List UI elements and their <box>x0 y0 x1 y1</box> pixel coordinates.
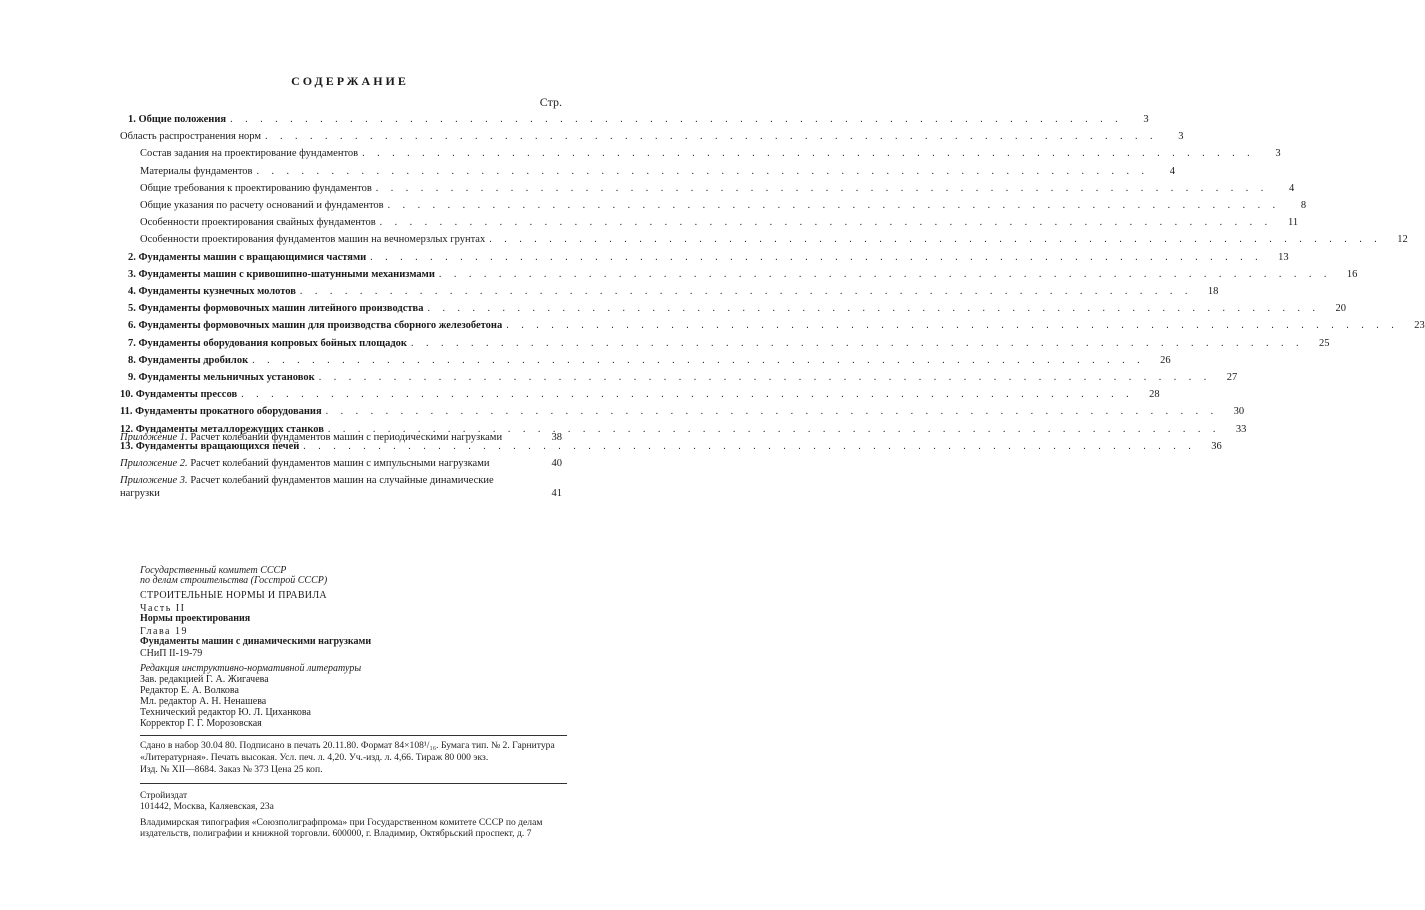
toc-entry-label: 10. Фундаменты прессов <box>120 389 238 401</box>
divider <box>140 735 567 736</box>
toc-entry-page: 11 <box>1288 217 1299 229</box>
toc-entry-page: 38 <box>551 432 562 443</box>
publisher-address: 101442, Москва, Каляевская, 23а <box>140 801 274 812</box>
toc-entry-page: 40 <box>551 458 562 469</box>
toc-entry-page: 33 <box>1235 423 1247 435</box>
toc-entry-page: 23 <box>1414 320 1425 332</box>
toc-appendix-entry <box>120 431 562 444</box>
toc-entry <box>128 284 1219 299</box>
staff-line: Корректор Г. Г. Морозовская <box>140 718 262 729</box>
toc-leader-dots: . . . . . . . . . . . . . . . . . . . . . . . . . . . . . . . . . . . . . . . . . . . . . . . . . . . . . . . . . . . . <box>299 286 1193 297</box>
toc-entry-page: 8 <box>1300 200 1307 211</box>
toc-leader-dots: . . . . . . . . . . . . . . . . . . . . . . . . . . . . . . . . . . . . . . . . . . . . . . . . . . . . . . . . . . . . <box>489 234 1382 246</box>
toc-leader-dots: . . . . . . . . . . . . . . . . . . . . . . . . . . . . . . . . . . . . . . . . . . . . . . . . . . . . . . . . . . . . <box>230 114 1123 125</box>
toc-leader-dots: . . . . . . . . . . . . . . . . . . . . . . . . . . . . . . . . . . . . . . . . . . . . . . . . . . . . . . . . . . . . <box>427 303 1320 315</box>
toc-entry <box>140 215 1299 230</box>
toc-entry-label: 2. Фундаменты машин с вращающимися частями <box>128 251 367 263</box>
committee-line-2: по делам строительства (Госстрой СССР) <box>140 575 328 586</box>
print-info-line: Сдано в набор 30.04 80. Подписано в печать 20.11.80. Формат 84×108¹/₁₆. Бумага тип. № 2. Гарнитура <box>140 740 555 751</box>
chapter-title: Фундаменты машин с динамическими нагрузками <box>140 636 372 647</box>
divider <box>140 783 567 784</box>
toc-appendix-entry <box>120 457 562 470</box>
printer-line: Владимирская типография «Союзполиграфпрома» при Государственном комитете СССР по делам <box>140 817 543 828</box>
toc-entry <box>128 267 1358 282</box>
toc-entry-label: 13. Фундаменты вращающихся печей <box>120 440 300 452</box>
toc-leader-dots: . . . . . . . . . . . . . . . . . . . . . . . . . . . . . . . . . . . . . . . . . . . . . . . . . . . . . . . . . . . . <box>265 131 1158 143</box>
toc-leader-dots: . . . . . . . . . . . . . . . . . . . . . . . . . . . . . . . . . . . . . . . . . . . . . . . . . . . . . . . . . . . . <box>379 217 1273 229</box>
toc-entry <box>120 129 1184 144</box>
toc-entry-page: 25 <box>1318 337 1330 349</box>
toc-appendix-title: Расчет колебаний фундаментов машин на случайные динамические нагрузки <box>120 475 494 499</box>
toc-entry <box>128 250 1289 265</box>
toc-entry-page: 4 <box>1169 165 1176 177</box>
printer-line: издательств, полиграфии и книжной торговли. 600000, г. Владимир, Октябрьский проспект, д. 7 <box>140 828 532 839</box>
toc-entry-page: 3 <box>1143 114 1149 125</box>
toc-leader-dots: . . . . . . . . . . . . . . . . . . . . . . . . . . . . . . . . . . . . . . . . . . . . . . . . . . . . . . . . . . . . <box>241 389 1134 401</box>
publisher-name: Стройиздат <box>140 790 188 801</box>
toc-appendix-text <box>120 474 535 500</box>
toc-entry-page: 26 <box>1160 354 1171 366</box>
toc-entry-label: 1. Общие положения <box>128 114 227 125</box>
toc-entry <box>140 164 1176 179</box>
toc-entry-page: 20 <box>1335 303 1346 315</box>
toc-entry-label: Общие требования к проектированию фундаментов <box>140 182 372 194</box>
toc-entry-page: 28 <box>1149 389 1160 401</box>
toc-entry-page: 18 <box>1207 286 1219 297</box>
toc-entry <box>140 198 1307 213</box>
toc-entry-page: 12 <box>1397 234 1408 246</box>
toc-entry-page: 3 <box>1178 131 1184 143</box>
part-title: Нормы проектирования <box>140 613 251 624</box>
toc-entry-label: 9. Фундаменты мельничных установок <box>128 372 315 383</box>
toc-entry-label: Особенности проектирования фундаментов машин на вечномерзлых грунтах <box>140 234 486 246</box>
print-info-line: «Литературная». Печать высокая. Усл. печ. л. 4,20. Уч.-изд. л. 4,66. Тираж 80 000 экз. <box>140 752 489 763</box>
toc-entry <box>120 387 1160 402</box>
committee-line-1: Государственный комитет СССР <box>140 565 287 576</box>
toc-entry <box>140 181 1295 196</box>
toc-leader-dots: . . . . . . . . . . . . . . . . . . . . . . . . . . . . . . . . . . . . . . . . . . . . . . . . . . . . . . . . . . . . <box>506 320 1399 332</box>
toc-appendix-lead: Приложение 3. <box>120 475 188 486</box>
toc-appendix-lead: Приложение 2. <box>120 458 188 469</box>
toc-entry-label: Область распространения норм <box>120 131 262 143</box>
toc-leader-dots: . . . . . . . . . . . . . . . . . . . . . . . . . . . . . . . . . . . . . . . . . . . . . . . . . . . . . . . . . . . . <box>362 148 1255 160</box>
staff-line: Мл. редактор А. Н. Ненашева <box>140 696 267 707</box>
staff-line: Технический редактор Ю. Л. Циханкова <box>140 707 311 718</box>
toc-entry-page: 3 <box>1275 148 1281 160</box>
toc-entry-page: 27 <box>1226 372 1238 383</box>
toc-leader-dots: . . . . . . . . . . . . . . . . . . . . . . . . . . . . . . . . . . . . . . . . . . . . . . . . . . . . . . . . . . . . <box>303 440 1196 452</box>
toc-leader-dots: . . . . . . . . . . . . . . . . . . . . . . . . . . . . . . . . . . . . . . . . . . . . . . . . . . . . . . . . . . . . <box>318 372 1212 383</box>
toc-appendix-text <box>120 457 535 470</box>
toc-entry-label: 3. Фундаменты машин с кривошипно-шатунными механизмами <box>128 268 435 280</box>
toc-entry <box>128 318 1425 333</box>
toc-entry-label: 7. Фундаменты оборудования копровых бойных площадок <box>128 337 407 349</box>
toc-entry-page: 30 <box>1233 406 1245 418</box>
toc-leader-dots: . . . . . . . . . . . . . . . . . . . . . . . . . . . . . . . . . . . . . . . . . . . . . . . . . . . . . . . . . . . . <box>410 337 1304 349</box>
toc-entry-label: Состав задания на проектирование фундаментов <box>140 148 359 160</box>
toc-leader-dots: . . . . . . . . . . . . . . . . . . . . . . . . . . . . . . . . . . . . . . . . . . . . . . . . . . . . . . . . . . . . <box>256 165 1150 177</box>
toc-entry-label: 5. Фундаменты формовочных машин литейного производства <box>128 303 424 315</box>
toc-entry <box>128 353 1171 368</box>
chapter-number: Глава 19 <box>140 626 188 637</box>
staff-line: Редактор Е. А. Волкова <box>140 685 239 696</box>
toc-entry <box>140 232 1408 247</box>
toc-entry-page: 41 <box>551 488 562 499</box>
toc-entry-page: 4 <box>1289 182 1295 194</box>
toc-entry <box>140 146 1281 161</box>
toc-entry <box>128 370 1238 385</box>
toc-entry-label: Особенности проектирования свайных фундаментов <box>140 217 376 229</box>
part-number: Часть II <box>140 603 186 614</box>
series-title: СТРОИТЕЛЬНЫЕ НОРМЫ И ПРАВИЛА <box>140 590 327 601</box>
toc-entry <box>128 336 1330 351</box>
toc-leader-dots: . . . . . . . . . . . . . . . . . . . . . . . . . . . . . . . . . . . . . . . . . . . . . . . . . . . . . . . . . . . . <box>325 406 1219 418</box>
editorial-office: Редакция инструктивно-нормативной литературы <box>140 663 362 674</box>
toc-entry <box>120 404 1245 419</box>
toc-leader-dots: . . . . . . . . . . . . . . . . . . . . . . . . . . . . . . . . . . . . . . . . . . . . . . . . . . . . . . . . . . . . <box>252 354 1145 366</box>
staff-line: Зав. редакцией Г. А. Жигачева <box>140 674 269 685</box>
toc-entry <box>128 112 1149 127</box>
toc-appendix-title: Расчет колебаний фундаментов машин с импульсными нагрузками <box>190 458 490 469</box>
toc-entry-page: 36 <box>1211 440 1222 452</box>
toc-appendix-text <box>120 431 535 444</box>
toc-entry-label: Общие указания по расчету оснований и фундаментов <box>140 200 384 211</box>
toc-leader-dots: . . . . . . . . . . . . . . . . . . . . . . . . . . . . . . . . . . . . . . . . . . . . . . . . . . . . . . . . . . . . <box>370 251 1263 263</box>
toc-entry-label: 4. Фундаменты кузнечных молотов <box>128 286 296 297</box>
print-info-line: Изд. № XII—8684. Заказ № 373 Цена 25 коп. <box>140 764 323 775</box>
toc-entry-label: 11. Фундаменты прокатного оборудования <box>120 406 322 418</box>
toc-entry-label: 6. Фундаменты формовочных машин для производства сборного железобетона <box>128 320 503 332</box>
toc-entry <box>128 301 1346 316</box>
toc-entry-page: 16 <box>1346 268 1358 280</box>
toc-leader-dots: . . . . . . . . . . . . . . . . . . . . . . . . . . . . . . . . . . . . . . . . . . . . . . . . . . . . . . . . . . . . <box>387 200 1281 211</box>
toc-appendix-title: Расчет колебаний фундаментов машин с периодическими нагрузками <box>190 432 503 443</box>
toc-page-header: Стр. <box>539 95 562 109</box>
toc-appendix-entry <box>120 474 562 500</box>
code-number: СНиП II-19-79 <box>140 648 203 659</box>
toc-entry-label: 8. Фундаменты дробилок <box>128 354 249 366</box>
toc-appendix-lead: Приложение 1. <box>120 432 188 443</box>
toc-entry-page: 13 <box>1278 251 1289 263</box>
toc-leader-dots: . . . . . . . . . . . . . . . . . . . . . . . . . . . . . . . . . . . . . . . . . . . . . . . . . . . . . . . . . . . . <box>327 423 1221 435</box>
toc-leader-dots: . . . . . . . . . . . . . . . . . . . . . . . . . . . . . . . . . . . . . . . . . . . . . . . . . . . . . . . . . . . . <box>375 182 1269 194</box>
toc-entry-label: 12. Фундаменты металлорежущих станков <box>120 423 324 435</box>
toc-title: СОДЕРЖАНИЕ <box>291 74 409 88</box>
toc-leader-dots: . . . . . . . . . . . . . . . . . . . . . . . . . . . . . . . . . . . . . . . . . . . . . . . . . . . . . . . . . . . . <box>438 268 1332 280</box>
toc-entry-label: Материалы фундаментов <box>140 165 253 177</box>
